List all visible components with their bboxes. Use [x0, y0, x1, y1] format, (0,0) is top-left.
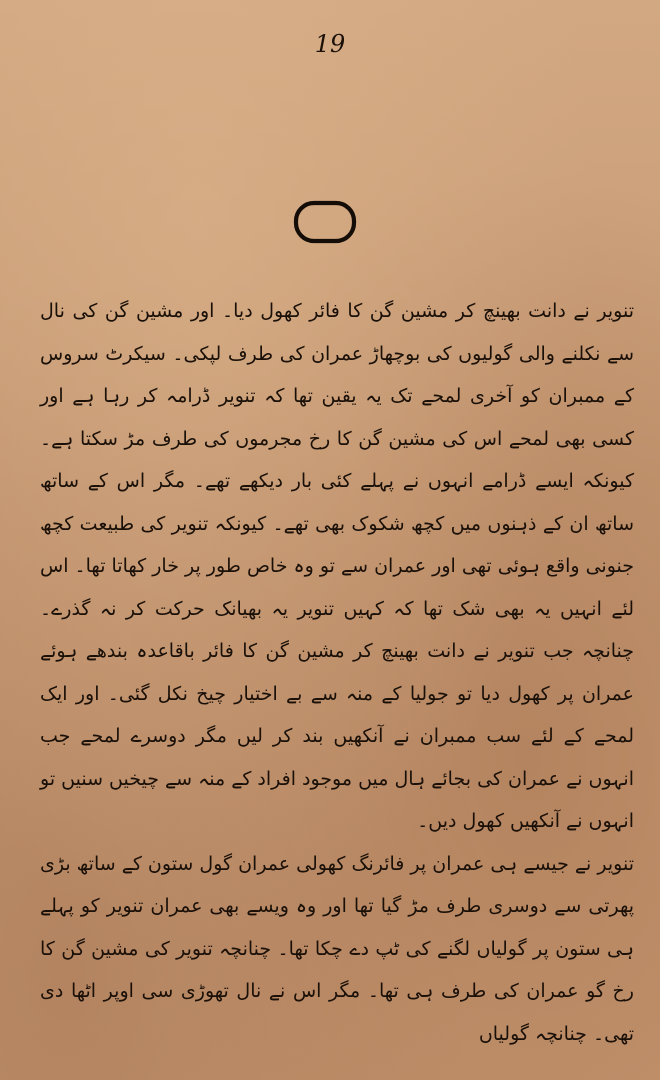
- main-text: [40, 290, 634, 1055]
- page-number: 19: [314, 30, 346, 58]
- paragraph-1: تنویر نے دانت بھینچ کر مشین گن کا فائر کھول دیا۔ اور مشین گن کی نال سے نکلنے والی گولیوں کی بوچھاڑ عمران کی طرف لپکی۔ سیکرٹ سروس کے ممبران کو آخری لمحے تک یہ یقین تھا کہ تنویر ڈرامہ کر رہا ہے اور کسی بھی لمحے اس کی مشین گن کا رخ مجرموں کی طرف مڑ سکتا ہے۔ کیونکہ ایسے ڈرامے انہوں نے پہلے کئی بار دیکھے تھے۔ مگر اس کے ساتھ ساتھ ان کے ذہنوں میں کچھ شکوک بھی تھے۔ کیونکہ تنویر کی طبیعت کچھ جنونی واقع ہوئی تھی اور عمران سے تو وہ خاص طور پر خار کھاتا تھا۔ اس لئے انہیں یہ بھی شک تھا کہ کہیں تنویر یہ بھیانک حرکت کر نہ گذرے۔ چنانچہ جب تنویر نے دانت بھینچ کر مشین گن کا فائر باقاعدہ بندھے ہوئے عمران پر کھول دیا تو جولیا کے منہ سے بے اختیار چیخ نکل گئی۔ اور ایک لمحے کے لئے سب ممبران نے آنکھیں بند کر لیں مگر دوسرے لمحے جب انہوں نے عمران کی بجائے ہال میں موجود افراد کے منہ سے چیخیں سنیں تو انہوں نے آنکھیں کھول دیں۔: [40, 300, 634, 832]
- paragraph-2: تنویر نے جیسے ہی عمران پر فائرنگ کھولی عمران گول ستون کے ساتھ بڑی پھرتی سے دوسری طرف مڑ گیا تھا اور وہ ویسے بھی عمران تنویر کو پہلے ہی ستون پر گولیاں لگنے کی ٹپ دے چکا تھا۔ چنانچہ تنویر کی مشین گن کا رخ گو عمران کی طرف ہی تھا۔ مگر اس نے نال تھوڑی سی اوپر اٹھا دی تھی۔ چنانچہ گولیاں: [39, 852, 634, 1045]
- chapter-start-mark: [290, 198, 360, 246]
- chapter-circle-icon: [290, 198, 360, 246]
